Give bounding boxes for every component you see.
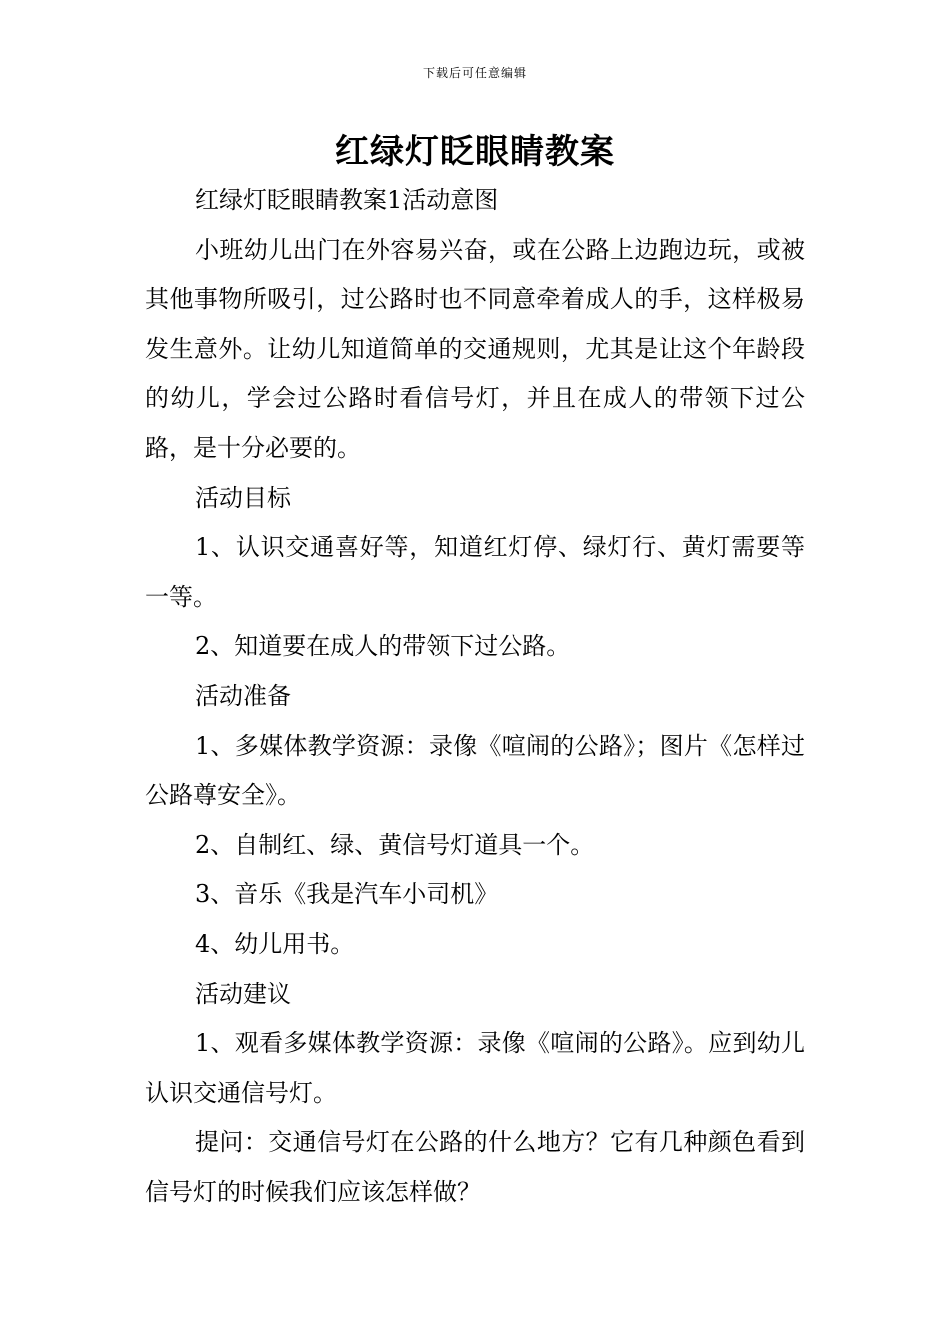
page-header-note: 下载后可任意编辑 (422, 66, 527, 80)
document-body (145, 176, 805, 1217)
paragraph-suggestions-heading: 活动建议 (195, 979, 291, 1008)
paragraph-question: 提问：交通信号灯在公路的什么地方？它有几种颜色看到信号灯的时候我们应该怎样做？ (145, 1128, 805, 1206)
paragraph-prep-1: 1、多媒体教学资源：录像《喧闹的公路》；图片《怎样过公路尊安全》。 (145, 731, 805, 810)
paragraph-lesson-heading: 红绿灯眨眼睛教案1活动意图 (195, 186, 499, 214)
document-title: 红绿灯眨眼睛教案 (335, 132, 615, 172)
paragraph-goals-heading: 活动目标 (195, 483, 291, 512)
paragraph-prep-4: 4、幼儿用书。 (195, 929, 355, 958)
paragraph-intent: 小班幼儿出门在外容易兴奋，或在公路上边跑边玩，或被其他事物所吸引，过公路时也不同意牵着成人的手，这样极易发生意外。让幼儿知道简单的交通规则，尤其是让这个年龄段的幼儿，学会过公路时看信号灯，并且在成人的带领下过公路，是十分必要的。 (145, 235, 805, 462)
paragraph-prep-3: 3、音乐《我是汽车小司机》 (195, 880, 499, 909)
paragraph-goal-1: 1、认识交通喜好等，知道红灯停、绿灯行、黄灯需要等一等。 (145, 533, 805, 611)
paragraph-prep-heading: 活动准备 (195, 681, 291, 710)
paragraph-prep-2: 2、自制红、绿、黄信号灯道具一个。 (195, 830, 595, 859)
paragraph-suggestion-1: 1、观看多媒体教学资源：录像《喧闹的公路》。应到幼儿认识交通信号灯。 (145, 1029, 805, 1107)
paragraph-goal-2: 2、知道要在成人的带领下过公路。 (195, 632, 571, 661)
